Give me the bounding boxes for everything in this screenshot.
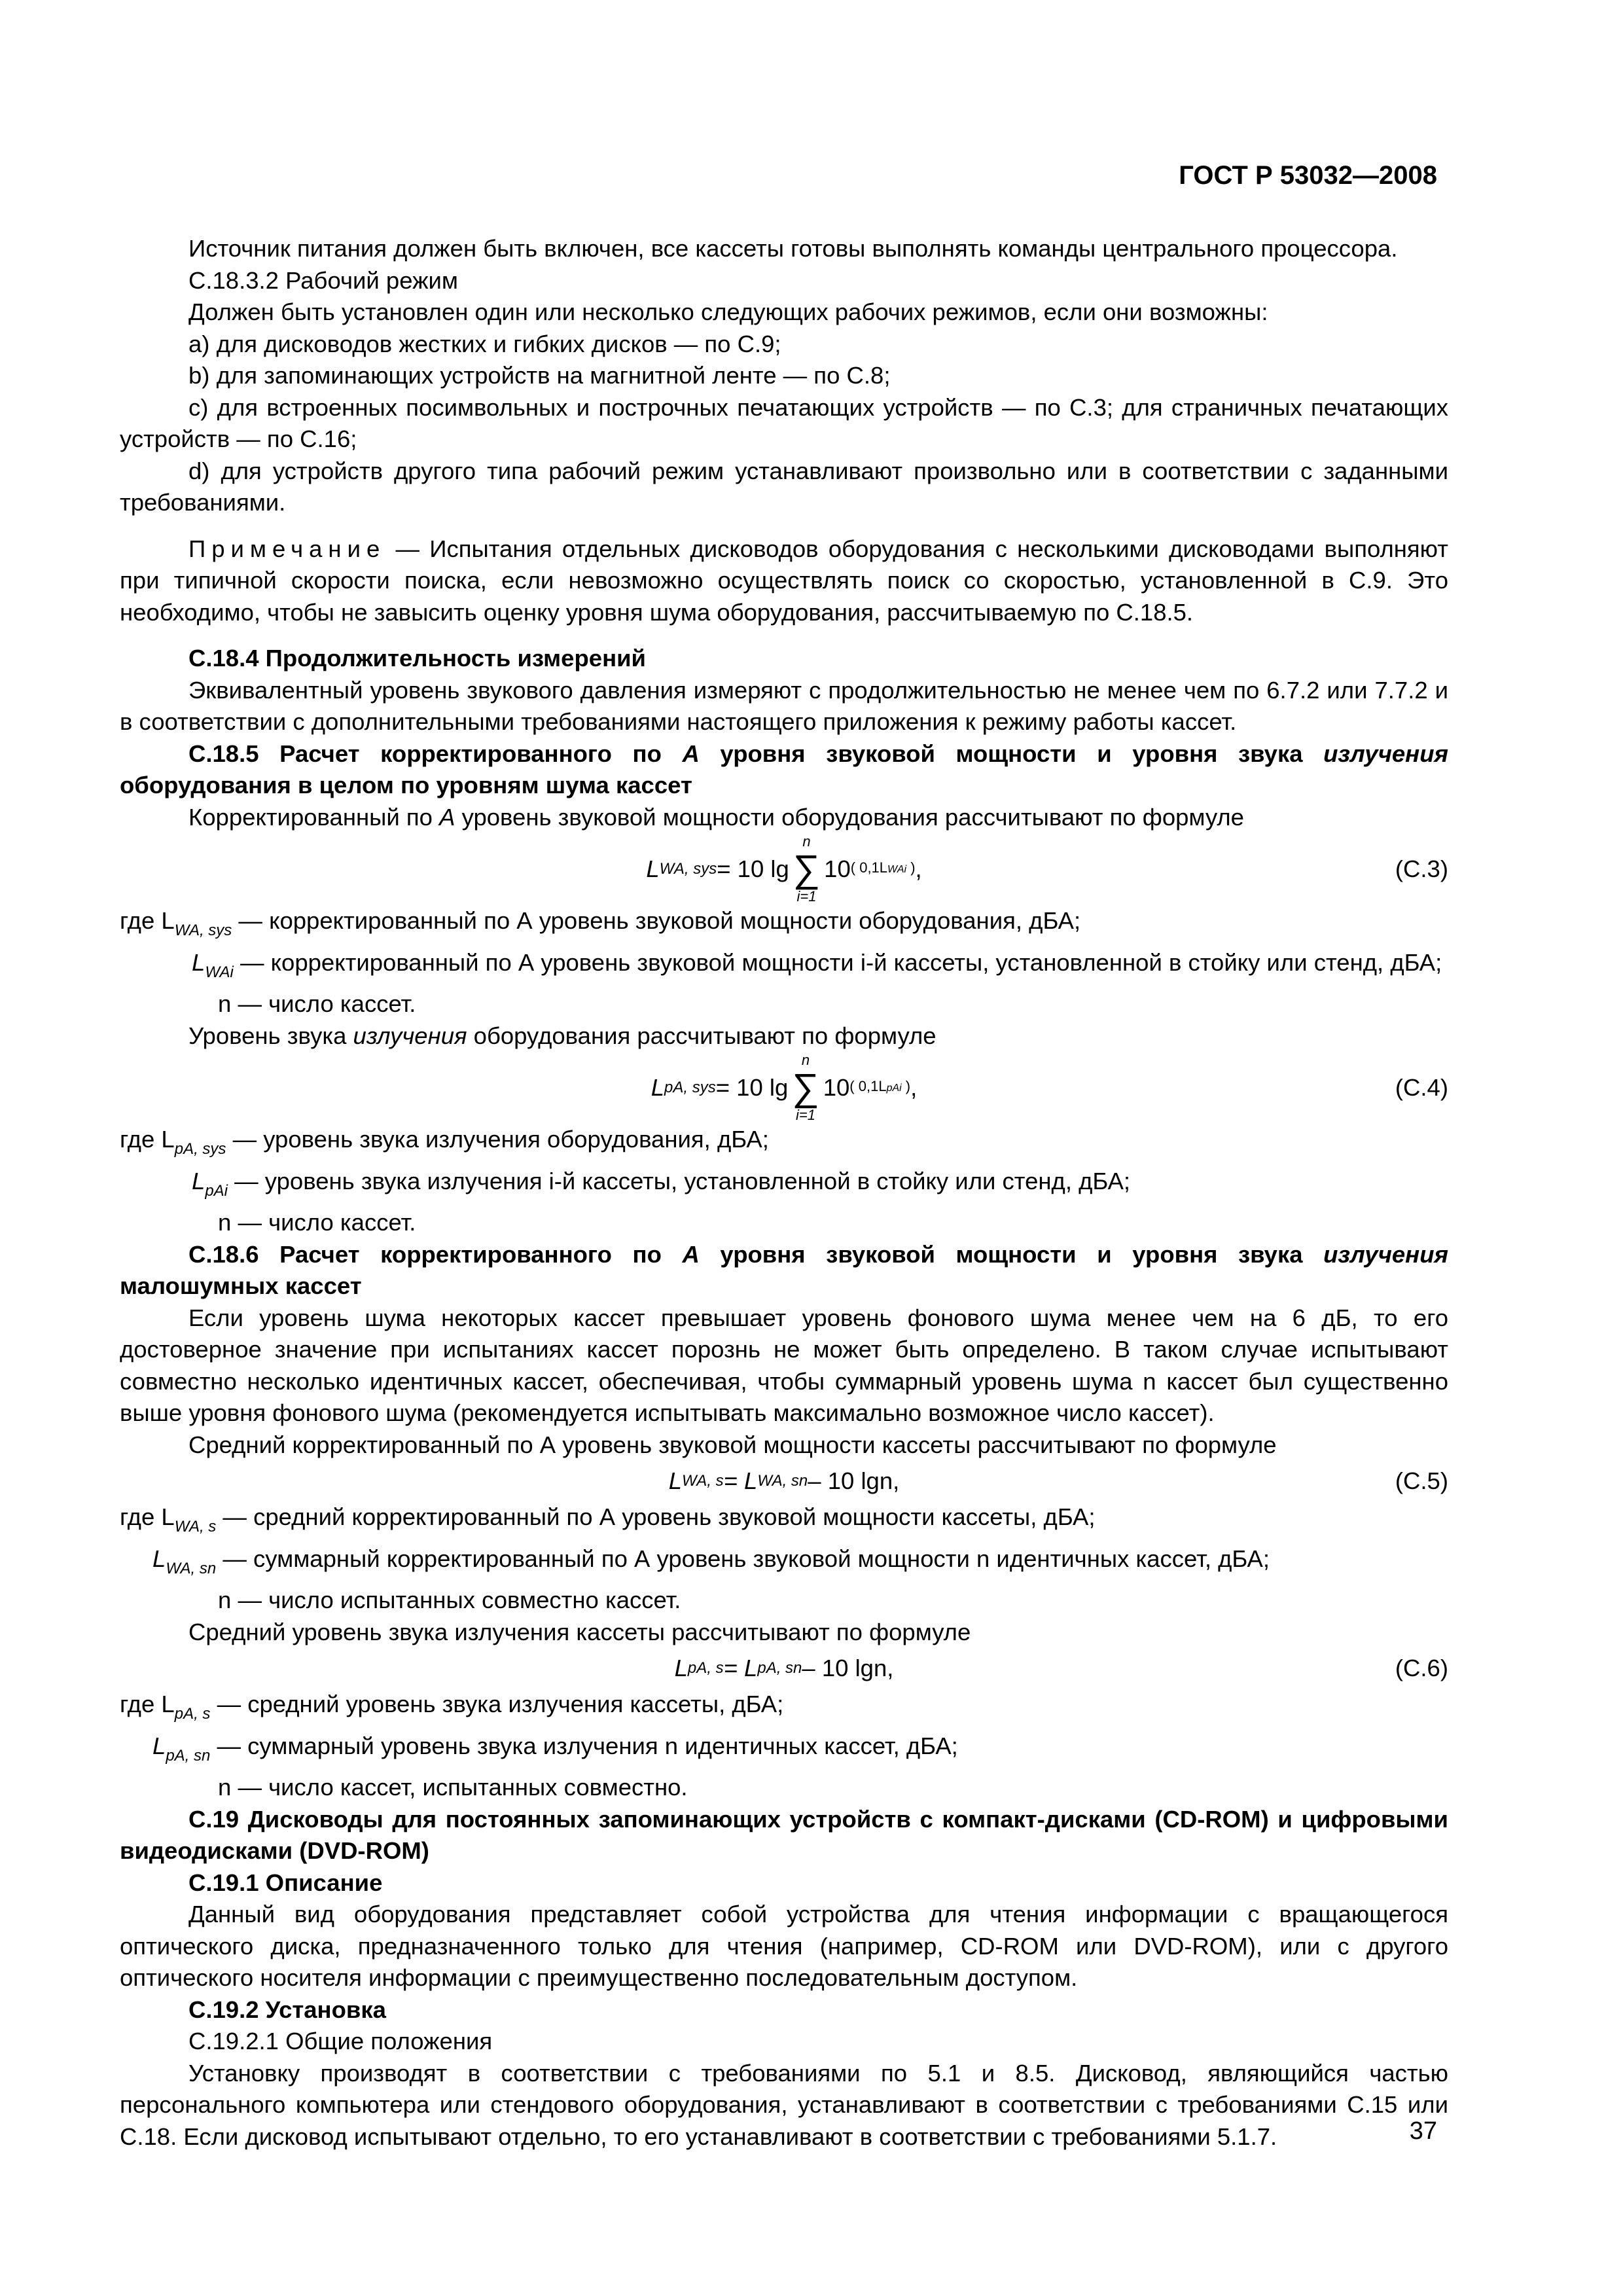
subsection-heading: С.19.1 Описание — [188, 1869, 383, 1896]
legend-line: где $L_{pA, s}$ — средний уровень звука излучения кассеты, дБА; — [120, 1691, 784, 1723]
paragraph: Должен быть установлен один или несколько следующих рабочих режимов, если они возможны: — [188, 298, 1268, 325]
formula-c3 — [120, 833, 1448, 905]
sum-symbol: n ∑ i=1 — [793, 833, 821, 905]
section-heading: С.18.6 Расчет корректированного по А уровня звуковой мощности и уровня звука излучения малошумных кассет — [120, 1240, 1448, 1299]
paragraph: Если уровень шума некоторых кассет превышает уровень фонового шума менее чем на 6 дБ, то его достоверное значение при испытаниях кассет порознь не может быть определено. В таком случае испытывают совместно несколько идентичных кассет, обеспечивая, чтобы суммарный уровень шума n кассет был существенно выше уровня фонового шума (рекомендуется испытывать максимально возможное число кассет). — [120, 1304, 1448, 1426]
formula-number: (С.4) — [1395, 1073, 1448, 1101]
formula-body: L pA, sys = 10 lg n ∑ i=1 10 ( 0,1LpAi ) , — [651, 1052, 918, 1123]
subsection-heading: С.19.2 Установка — [188, 1996, 386, 2023]
note-label: Примечание — [188, 535, 386, 562]
formula-number: (С.5) — [1395, 1467, 1448, 1494]
paragraph: Корректированный по А уровень звуковой мощности оборудования рассчитывают по формуле — [188, 803, 1244, 831]
legend-line: $L_{WAi}$ — корректированный по А уровень звуковой мощности i-й кассеты, установленной в стойку или стенд, дБА; — [192, 948, 1442, 981]
note — [120, 533, 1448, 629]
legend-line: $L_{pAi}$ — уровень звука излучения i-й кассеты, установленной в стойку или стенд, дБА; — [192, 1167, 1131, 1200]
formula-number: (С.3) — [1395, 855, 1448, 882]
legend-line: где $L_{WA, sys}$ — корректированный по А уровень звуковой мощности оборудования, дБА; — [120, 907, 1081, 939]
paragraph: Средний уровень звука излучения кассеты рассчитывают по формуле — [188, 1618, 971, 1645]
formula-body: L WA, sys = 10 lg n ∑ i=1 10 ( 0,1LWAi ) , — [646, 833, 922, 905]
list-item: b) для запоминающих устройств на магнитной ленте — по С.8; — [188, 362, 891, 389]
legend-line: где $L_{WA, s}$ — средний корректированный по А уровень звуковой мощности кассеты, дБА; — [120, 1503, 1096, 1535]
subsection-heading: С.19.2.1 Общие положения — [188, 2028, 493, 2054]
page-content — [120, 233, 1448, 2153]
legend-line: n — число испытанных совместно кассет. — [218, 1587, 681, 1613]
legend-line: $L_{WA, sn}$ — суммарный корректированный по А уровень звуковой мощности n идентичных кассет, дБА; — [152, 1545, 1270, 1577]
list-item: d) для устройств другого типа рабочий режим устанавливают произвольно или в соответствии с заданными требованиями. — [120, 457, 1448, 516]
legend-line: n — число кассет. — [218, 990, 416, 1017]
formula-body: L WA, s = L WA, sn – 10 lgn, — [668, 1467, 900, 1494]
subsection-heading: С.18.3.2 Рабочий режим — [188, 266, 458, 294]
section-heading: С.18.5 Расчет корректированного по А уровня звуковой мощности и уровня звука излучения оборудования в целом по уровням шума кассет — [120, 740, 1448, 798]
formula-c5 — [120, 1461, 1448, 1501]
paragraph: Данный вид оборудования представляет собой устройства для чтения информации с вращающегося оптического диска, предназначенного только для чтения (например, CD-ROM или DVD-ROM), или с другого оптического носителя информации с преимущественно последовательным доступом. — [120, 1901, 1448, 1991]
legend-line: $L_{pA, sn}$ — суммарный уровень звука излучения n идентичных кассет, дБА; — [152, 1732, 958, 1765]
paragraph: Уровень звука излучения оборудования рассчитывают по формуле — [188, 1022, 936, 1049]
page-number: 37 — [1409, 2117, 1437, 2145]
section-heading: С.18.4 Продолжительность измерений — [188, 645, 646, 672]
legend-line: n — число кассет. — [218, 1209, 416, 1236]
sum-symbol: n ∑ i=1 — [792, 1052, 819, 1123]
legend-line: n — число кассет, испытанных совместно. — [218, 1774, 688, 1801]
note-text: — Испытания отдельных дисководов оборудования с несколькими дисководами выполняют при типичной скорости поиска, если невозможно осуществлять поиск со скоростью, установленной в С.9. Это необходимо, чтобы не завысить оценку уровня шума оборудования, рассчитываемую по С.18.5. — [120, 535, 1448, 626]
section-heading: С.19 Дисководы для постоянных запоминающих устройств с компакт-дисками (CD-ROM) и цифровыми видеодисками (DVD-ROM) — [120, 1805, 1448, 1864]
legend-line: где $L_{pA, sys}$ — уровень звука излучения оборудования, дБА; — [120, 1126, 769, 1158]
paragraph: Средний корректированный по А уровень звуковой мощности кассеты рассчитывают по формуле — [188, 1431, 1277, 1458]
formula-c6 — [120, 1648, 1448, 1689]
paragraph: Источник питания должен быть включен, все кассеты готовы выполнять команды центрального процессора. — [188, 235, 1398, 262]
list-item: c) для встроенных посимвольных и построчных печатающих устройств — по С.3; для страничных печатающих устройств — по С.16; — [120, 393, 1448, 452]
formula-number: (С.6) — [1395, 1654, 1448, 1681]
formula-body: L pA, s = L pA, sn – 10 lgn, — [674, 1654, 894, 1681]
paragraph: Установку производят в соответствии с требованиями по 5.1 и 8.5. Дисковод, являющийся частью персонального компьютера или стендового оборудования, устанавливают в соответствии с требованиями С.15 или С.18. Если дисковод испытывают отдельно, то его устанавливают в соответствии с требованиями 5.1.7. — [120, 2059, 1448, 2150]
document-code: ГОСТ Р 53032—2008 — [1179, 161, 1437, 190]
formula-c4 — [120, 1052, 1448, 1124]
list-item: a) для дисководов жестких и гибких дисков — по С.9; — [188, 330, 781, 357]
paragraph: Эквивалентный уровень звукового давления измеряют с продолжительностью не менее чем по 6.7.2 или 7.7.2 и в соответствии с дополнительными требованиями настоящего приложения к режиму работы кассет. — [120, 676, 1448, 735]
